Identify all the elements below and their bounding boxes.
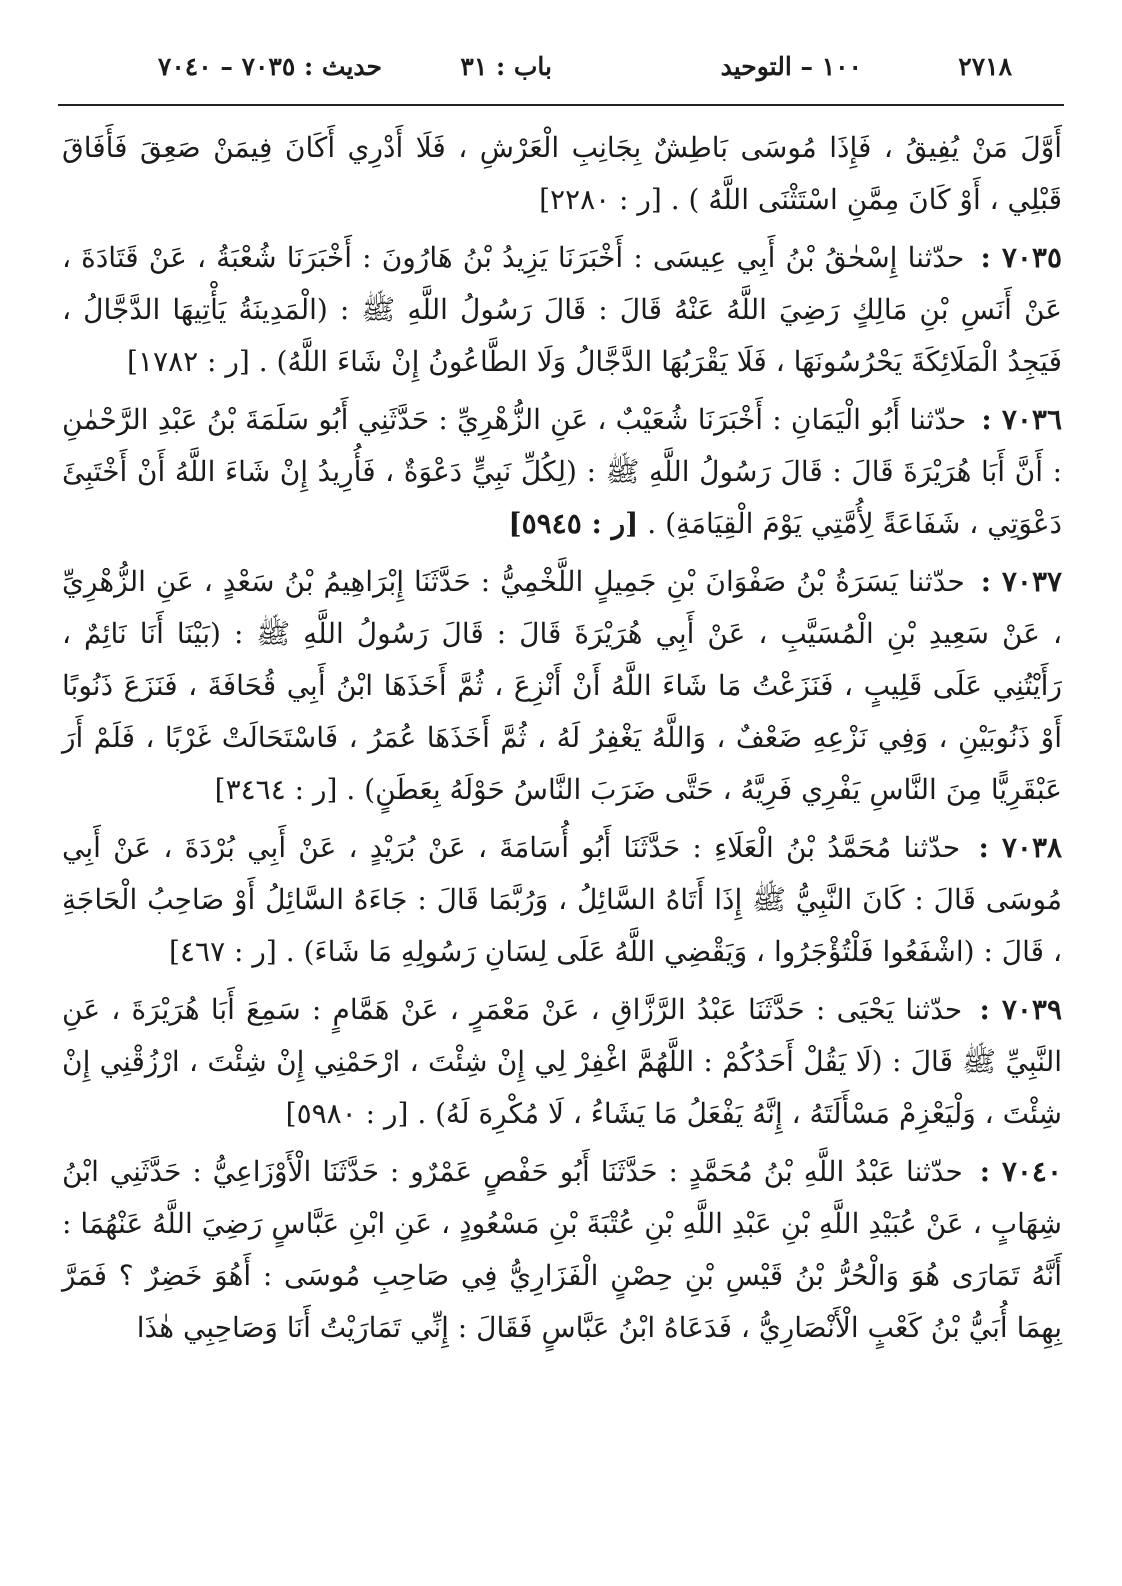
hadith-number: ٧٠٤٠ : [979,1155,1062,1188]
paragraph-text: حدّثنا عَبْدُ اللَّهِ بْنُ مُحَمَّدٍ : حَدَّثَنَا أَبُو حَفْصٍ عَمْرٌو : حَدَّثَنَا الْأَوْزَاعِيُّ : حَدَّثَنِي ابْنُ شِهَابٍ ، عَنْ عُبَيْدِ اللَّهِ بْنِ عَبْدِ اللَّهِ بْنِ عُتْبَةَ بْنِ مَسْعُودٍ ، عَنِ ابْنِ عَبَّاسٍ رَضِيَ اللَّهُ عَنْهُمَا : أَنَّهُ تَمَارَى هُوَ وَالْحُرُّ بْنُ قَيْسِ بْنِ حِصْنٍ الْفَزَارِيُّ فِي صَاحِبِ مُوسَى : أَهُوَ خَضِرٌ ؟ فَمَرَّ بِهِمَا أُبَيُّ بْنُ كَعْبٍ الْأَنْصَارِيُّ ، فَدَعَاهُ ابْنُ عَبَّاسٍ فَقَالَ : إِنِّي تَمَارَيْتُ أَنَا وَصَاحِبِي هٰذَا [62,1155,1062,1344]
hadith-range: حديث : ٧٠٣٥ – ٧٠٤٠ [157,52,382,81]
cross-reference: [ر : ٥٩٤٥] [508,507,639,540]
book-title: ١٠٠ – التوحيد [720,52,862,81]
paragraph-text: حدّثنا مُحَمَّدُ بْنُ الْعَلَاءِ : حَدَّثَنَا أَبُو أُسَامَةَ ، عَنْ بُرَيْدٍ ، عَنْ أَبِي بُرْدَةَ ، عَنْ أَبِي مُوسَى قَالَ : كَانَ النَّبِيُّ ﷺ إِذَا أَتَاهُ السَّائِلُ ، وَرُبَّمَا قَالَ : جَاءَهُ السَّائِلُ أَوْ صَاحِبُ الْحَاجَةِ ، قَالَ : (اشْفَعُوا فَلْتُؤْجَرُوا ، وَيَقْضِي اللَّهُ عَلَى لِسَانِ رَسُولِهِ مَا شَاءَ) . [62,831,1062,968]
cross-reference: [ر : ٤٦٧] [169,935,277,968]
hadith-7040 [62,1146,1062,1354]
hadith-number: ٧٠٣٩ : [979,993,1062,1026]
hadith-7039 [62,984,1062,1140]
hadith-7035 [62,232,1062,388]
paragraph-text: حدّثنا يَسَرَةُ بْنُ صَفْوَانَ بْنِ جَمِيلٍ اللَّخْمِيُّ : حَدَّثَنَا إِبْرَاهِيمُ بْنُ سَعْدٍ ، عَنِ الزُّهْرِيِّ ، عَنْ سَعِيدِ بْنِ الْمُسَيَّبِ ، عَنْ أَبِي هُرَيْرَةَ قَالَ : قَالَ رَسُولُ اللَّهِ ﷺ : (بَيْنَا أَنَا نَائِمٌ ، رَأَيْتُنِي عَلَى قَلِيبٍ ، فَنَزَعْتُ مَا شَاءَ اللَّهُ أَنْ أَنْزِعَ ، ثُمَّ أَخَذَهَا ابْنُ أَبِي قُحَافَةَ ، فَنَزَعَ ذَنُوبًا أَوْ ذَنُوبَيْنِ ، وَفِي نَزْعِهِ ضَعْفٌ ، وَاللَّهُ يَغْفِرُ لَهُ ، ثُمَّ أَخَذَهَا عُمَرُ ، فَاسْتَحَالَتْ غَرْبًا ، فَلَمْ أَرَ عَبْقَرِيًّا مِنَ النَّاسِ يَفْرِي فَرِيَّهُ ، حَتَّى ضَرَبَ النَّاسُ حَوْلَهُ بِعَطَنٍ) . [62,565,1062,806]
cross-reference: [ر : ٢٢٨٠] [539,183,662,216]
cross-reference: [ر : ٥٩٨٠] [285,1097,409,1130]
running-header [112,52,1012,92]
hadith-7037 [62,556,1062,816]
paragraph-text: حدّثنا إِسْحٰقُ بْنُ أَبِي عِيسَى : أَخْبَرَنَا يَزِيدُ بْنُ هَارُونَ : أَخْبَرَنَا شُعْبَةُ ، عَنْ قَتَادَةَ ، عَنْ أَنَسِ بْنِ مَالِكٍ رَضِيَ اللَّهُ عَنْهُ قَالَ : قَالَ رَسُولُ اللَّهِ ﷺ : (الْمَدِينَةُ يَأْتِيهَا الدَّجَّالُ ، فَيَجِدُ الْمَلَائِكَةَ يَحْرُسُونَهَا ، فَلَا يَقْرَبُهَا الدَّجَّالُ وَلَا الطَّاعُونُ إِنْ شَاءَ اللَّهُ) . [62,241,1062,378]
hadith-number: ٧٠٣٦ : [981,403,1062,436]
chapter-number: باب : ٣١ [460,52,552,81]
cross-reference: [ر : ١٧٨٢] [127,345,250,378]
page-body [62,122,1062,1360]
hadith-number: ٧٠٣٧ : [980,565,1063,598]
paragraph-text: حدّثنا يَحْيَى : حَدَّثَنَا عَبْدُ الرَّزَّاقِ ، عَنْ مَعْمَرٍ ، عَنْ هَمَّامٍ : سَمِعَ أَبَا هُرَيْرَةَ ، عَنِ النَّبِيِّ ﷺ قَالَ : (لَا يَقُلْ أَحَدُكُمْ : اللَّهُمَّ اغْفِرْ لِي إِنْ شِئْتَ ، ارْحَمْنِي إِنْ شِئْتَ ، ارْزُقْنِي إِنْ شِئْتَ ، وَلْيَعْزِمْ مَسْأَلَتَهُ ، إِنَّهُ يَفْعَلُ مَا يَشَاءُ ، لَا مُكْرِهَ لَهُ) . [62,993,1063,1130]
hadith-7036 [62,394,1062,550]
paragraph-text: أَوَّلَ مَنْ يُفِيقُ ، فَإِذَا مُوسَى بَاطِشٌ بِجَانِبِ الْعَرْشِ ، فَلَا أَدْرِي أَكَانَ فِيمَنْ صَعِقَ فَأَفَاقَ قَبْلِي ، أَوْ كَانَ مِمَّنِ اسْتَثْنَى اللَّهُ ) . [62,131,1062,216]
hadith-number: ٧٠٣٥ : [980,241,1062,274]
paragraph-text: حدّثنا أَبُو الْيَمَانِ : أَخْبَرَنَا شُعَيْبٌ ، عَنِ الزُّهْرِيِّ : حَدَّثَنِي أَبُو سَلَمَةَ بْنُ عَبْدِ الرَّحْمٰنِ : أَنَّ أَبَا هُرَيْرَةَ قَالَ : قَالَ رَسُولُ اللَّهِ ﷺ : (لِكُلِّ نَبِيٍّ دَعْوَةٌ ، فَأُرِيدُ إِنْ شَاءَ اللَّهُ أَنْ أَخْتَبِئَ دَعْوَتِي ، شَفَاعَةً لِأُمَّتِي يَوْمَ الْقِيَامَةِ) . [62,403,1062,540]
hadith-number: ٧٠٣٨ : [978,831,1063,864]
paragraph-continuation [62,122,1062,226]
page-number: ٢٧١٨ [958,52,1012,81]
hadith-7038 [62,822,1062,978]
header-divider [58,104,1064,106]
cross-reference: [ر : ٣٤٦٤] [214,773,338,806]
